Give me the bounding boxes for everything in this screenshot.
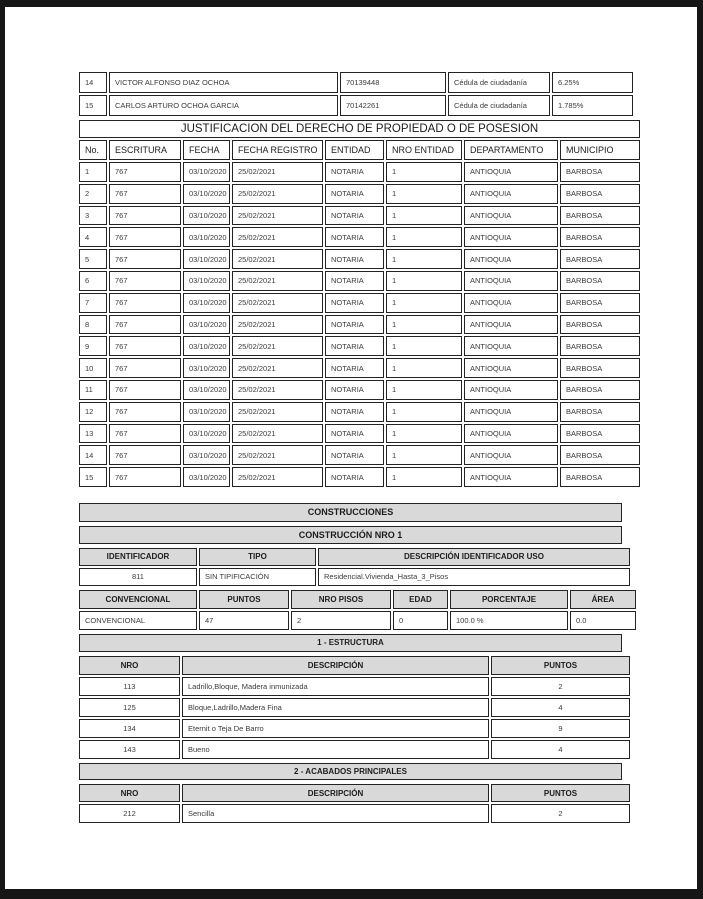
section-gap xyxy=(77,489,626,501)
cell-entidad: NOTARIA xyxy=(325,206,384,226)
cell-fecha: 03/10/2020 xyxy=(183,293,230,313)
cell-descripcion-uso: Residencial.Vivienda_Hasta_3_Pisos xyxy=(318,568,630,586)
cell-no: 9 xyxy=(79,336,107,356)
cell-no: 15 xyxy=(79,95,107,116)
cell-entidad: NOTARIA xyxy=(325,424,384,444)
cell-entidad: NOTARIA xyxy=(325,380,384,400)
cell-fecha: 03/10/2020 xyxy=(183,271,230,291)
table-row xyxy=(79,445,640,465)
cell-1: Bueno xyxy=(182,740,489,759)
column-header-no: No. xyxy=(79,140,107,160)
cell-municipio: BARBOSA xyxy=(560,467,640,487)
convencional-header-row xyxy=(79,590,636,609)
cell-municipio: BARBOSA xyxy=(560,380,640,400)
column-header-entidad: ENTIDAD xyxy=(325,140,384,160)
column-header-edad: EDAD xyxy=(393,590,448,609)
cell-departamento: ANTIOQUIA xyxy=(464,249,558,269)
cell-no: 14 xyxy=(79,445,107,465)
cell-1: Eternit o Teja De Barro xyxy=(182,719,489,738)
justification-table xyxy=(77,118,642,489)
cell-no: 3 xyxy=(79,206,107,226)
cell-fecha: 03/10/2020 xyxy=(183,249,230,269)
document-content xyxy=(77,70,626,825)
cell-1: Bloque,Ladrillo,Madera Fina xyxy=(182,698,489,717)
table-row xyxy=(79,293,640,313)
cell-municipio: BARBOSA xyxy=(560,206,640,226)
justification-title: JUSTIFICACION DEL DERECHO DE PROPIEDAD O DE POSESION xyxy=(79,120,640,138)
acabados-header-row xyxy=(79,784,630,803)
construccion-nro-table xyxy=(77,524,624,546)
column-header-descripcion: DESCRIPCIÓN xyxy=(182,784,489,803)
cell-municipio: BARBOSA xyxy=(560,227,640,247)
cell-escritura: 767 xyxy=(109,293,181,313)
cell-no: 11 xyxy=(79,380,107,400)
cell-escritura: 767 xyxy=(109,336,181,356)
cell-2: 2 xyxy=(491,677,630,696)
cell-nro_entidad: 1 xyxy=(386,445,462,465)
cell-nro_entidad: 1 xyxy=(386,358,462,378)
cell-escritura: 767 xyxy=(109,402,181,422)
cell-municipio: BARBOSA xyxy=(560,271,640,291)
cell-fecha: 03/10/2020 xyxy=(183,184,230,204)
table-row xyxy=(79,740,630,759)
acabados-table xyxy=(77,782,632,825)
cell-nro_entidad: 1 xyxy=(386,336,462,356)
estructura-table xyxy=(77,654,632,761)
cell-entidad: NOTARIA xyxy=(325,445,384,465)
cell-fecha_registro: 25/02/2021 xyxy=(232,227,323,247)
table-row xyxy=(79,72,633,93)
cell-no: 14 xyxy=(79,72,107,93)
cell-fecha_registro: 25/02/2021 xyxy=(232,206,323,226)
cell-departamento: ANTIOQUIA xyxy=(464,424,558,444)
column-header-nro-pisos: NRO PISOS xyxy=(291,590,391,609)
cell-municipio: BARBOSA xyxy=(560,184,640,204)
table-row xyxy=(79,249,640,269)
cell-municipio: BARBOSA xyxy=(560,358,640,378)
cell-nro_entidad: 1 xyxy=(386,184,462,204)
cell-nro-pisos: 2 xyxy=(291,611,391,630)
cell-departamento: ANTIOQUIA xyxy=(464,380,558,400)
cell-1: Ladrillo,Bloque, Madera inmunizada xyxy=(182,677,489,696)
identificador-header-row xyxy=(79,548,630,566)
cell-entidad: NOTARIA xyxy=(325,249,384,269)
estructura-title-table xyxy=(77,632,624,654)
cell-no: 13 xyxy=(79,424,107,444)
owners-table-fragment xyxy=(77,70,635,118)
cell-fecha_registro: 25/02/2021 xyxy=(232,162,323,182)
cell-fecha_registro: 25/02/2021 xyxy=(232,402,323,422)
cell-2: 4 xyxy=(491,740,630,759)
cell-name: CARLOS ARTURO OCHOA GARCIA xyxy=(109,95,338,116)
cell-document: 70139448 xyxy=(340,72,446,93)
cell-departamento: ANTIOQUIA xyxy=(464,402,558,422)
table-row xyxy=(79,424,640,444)
cell-nro_entidad: 1 xyxy=(386,402,462,422)
cell-no: 5 xyxy=(79,249,107,269)
cell-fecha: 03/10/2020 xyxy=(183,424,230,444)
cell-municipio: BARBOSA xyxy=(560,162,640,182)
cell-tipo: SIN TIPIFICACIÓN xyxy=(199,568,316,586)
table-row xyxy=(79,719,630,738)
cell-fecha: 03/10/2020 xyxy=(183,402,230,422)
cell-entidad: NOTARIA xyxy=(325,184,384,204)
column-header-escritura: ESCRITURA xyxy=(109,140,181,160)
cell-nro_entidad: 1 xyxy=(386,424,462,444)
cell-nro_entidad: 1 xyxy=(386,271,462,291)
cell-departamento: ANTIOQUIA xyxy=(464,206,558,226)
cell-escritura: 767 xyxy=(109,467,181,487)
cell-0: 125 xyxy=(79,698,180,717)
construcciones-title-table xyxy=(77,501,624,524)
cell-departamento: ANTIOQUIA xyxy=(464,184,558,204)
column-header-fecha: FECHA xyxy=(183,140,230,160)
cell-percentage: 1.785% xyxy=(552,95,633,116)
column-header-porcentaje: PORCENTAJE xyxy=(450,590,568,609)
cell-no: 10 xyxy=(79,358,107,378)
cell-departamento: ANTIOQUIA xyxy=(464,271,558,291)
construccion-nro-title: CONSTRUCCIÓN NRO 1 xyxy=(79,526,622,544)
cell-entidad: NOTARIA xyxy=(325,336,384,356)
cell-fecha: 03/10/2020 xyxy=(183,358,230,378)
column-header-puntos: PUNTOS xyxy=(199,590,289,609)
cell-entidad: NOTARIA xyxy=(325,402,384,422)
cell-fecha: 03/10/2020 xyxy=(183,206,230,226)
cell-fecha_registro: 25/02/2021 xyxy=(232,293,323,313)
cell-escritura: 767 xyxy=(109,315,181,335)
cell-escritura: 767 xyxy=(109,249,181,269)
estructura-rows xyxy=(79,677,630,759)
justification-header-row xyxy=(79,140,640,160)
cell-fecha_registro: 25/02/2021 xyxy=(232,184,323,204)
column-header-area: ÁREA xyxy=(570,590,636,609)
cell-doc_type: Cédula de ciudadanía xyxy=(448,72,550,93)
cell-municipio: BARBOSA xyxy=(560,249,640,269)
identificador-table xyxy=(77,546,632,588)
cell-fecha_registro: 25/02/2021 xyxy=(232,358,323,378)
cell-entidad: NOTARIA xyxy=(325,315,384,335)
cell-0: 134 xyxy=(79,719,180,738)
estructura-header-row xyxy=(79,656,630,675)
cell-nro_entidad: 1 xyxy=(386,227,462,247)
cell-no: 1 xyxy=(79,162,107,182)
table-row xyxy=(79,184,640,204)
table-row xyxy=(79,804,630,823)
table-row xyxy=(79,698,630,717)
column-header-fecha-registro: FECHA REGISTRO xyxy=(232,140,323,160)
cell-entidad: NOTARIA xyxy=(325,227,384,247)
cell-nro_entidad: 1 xyxy=(386,206,462,226)
cell-fecha: 03/10/2020 xyxy=(183,380,230,400)
cell-no: 7 xyxy=(79,293,107,313)
column-header-descripcion-uso: DESCRIPCIÓN IDENTIFICADOR USO xyxy=(318,548,630,566)
cell-puntos: 47 xyxy=(199,611,289,630)
cell-fecha: 03/10/2020 xyxy=(183,162,230,182)
cell-doc_type: Cédula de ciudadanía xyxy=(448,95,550,116)
cell-document: 70142261 xyxy=(340,95,446,116)
cell-escritura: 767 xyxy=(109,227,181,247)
table-row xyxy=(79,358,640,378)
cell-fecha_registro: 25/02/2021 xyxy=(232,467,323,487)
acabados-title-table xyxy=(77,761,624,782)
cell-fecha: 03/10/2020 xyxy=(183,467,230,487)
cell-fecha: 03/10/2020 xyxy=(183,445,230,465)
acabados-rows xyxy=(79,804,630,823)
table-row xyxy=(79,380,640,400)
column-header-nro: NRO xyxy=(79,656,180,675)
cell-convencional: CONVENCIONAL xyxy=(79,611,197,630)
cell-2: 2 xyxy=(491,804,630,823)
column-header-puntos: PUNTOS xyxy=(491,784,630,803)
cell-departamento: ANTIOQUIA xyxy=(464,467,558,487)
cell-departamento: ANTIOQUIA xyxy=(464,162,558,182)
table-row xyxy=(79,162,640,182)
cell-entidad: NOTARIA xyxy=(325,162,384,182)
cell-2: 4 xyxy=(491,698,630,717)
table-row xyxy=(79,206,640,226)
table-row xyxy=(79,315,640,335)
cell-no: 4 xyxy=(79,227,107,247)
convencional-value-row xyxy=(79,611,636,630)
cell-no: 6 xyxy=(79,271,107,291)
cell-0: 113 xyxy=(79,677,180,696)
cell-escritura: 767 xyxy=(109,206,181,226)
column-header-identificador: IDENTIFICADOR xyxy=(79,548,197,566)
cell-departamento: ANTIOQUIA xyxy=(464,293,558,313)
cell-departamento: ANTIOQUIA xyxy=(464,358,558,378)
column-header-departamento: DEPARTAMENTO xyxy=(464,140,558,160)
cell-municipio: BARBOSA xyxy=(560,336,640,356)
cell-entidad: NOTARIA xyxy=(325,293,384,313)
column-header-nro: NRO xyxy=(79,784,180,803)
cell-nro_entidad: 1 xyxy=(386,293,462,313)
column-header-descripcion: DESCRIPCIÓN xyxy=(182,656,489,675)
column-header-nro-entidad: NRO ENTIDAD xyxy=(386,140,462,160)
justification-title-row xyxy=(79,120,640,138)
cell-fecha_registro: 25/02/2021 xyxy=(232,380,323,400)
cell-departamento: ANTIOQUIA xyxy=(464,315,558,335)
cell-fecha_registro: 25/02/2021 xyxy=(232,445,323,465)
column-header-puntos: PUNTOS xyxy=(491,656,630,675)
cell-2: 9 xyxy=(491,719,630,738)
owners-rows xyxy=(79,72,633,116)
cell-escritura: 767 xyxy=(109,445,181,465)
cell-nro_entidad: 1 xyxy=(386,249,462,269)
construcciones-title: CONSTRUCCIONES xyxy=(79,503,622,522)
cell-no: 8 xyxy=(79,315,107,335)
cell-entidad: NOTARIA xyxy=(325,271,384,291)
cell-escritura: 767 xyxy=(109,358,181,378)
cell-1: Sencilla xyxy=(182,804,489,823)
cell-no: 12 xyxy=(79,402,107,422)
column-header-tipo: TIPO xyxy=(199,548,316,566)
cell-escritura: 767 xyxy=(109,271,181,291)
cell-identificador: 811 xyxy=(79,568,197,586)
cell-fecha_registro: 25/02/2021 xyxy=(232,271,323,291)
table-row xyxy=(79,402,640,422)
cell-no: 2 xyxy=(79,184,107,204)
cell-departamento: ANTIOQUIA xyxy=(464,336,558,356)
cell-municipio: BARBOSA xyxy=(560,424,640,444)
cell-fecha: 03/10/2020 xyxy=(183,336,230,356)
cell-escritura: 767 xyxy=(109,380,181,400)
acabados-title: 2 - ACABADOS PRINCIPALES xyxy=(79,763,622,780)
table-row xyxy=(79,95,633,116)
table-row xyxy=(79,271,640,291)
document-page xyxy=(5,7,697,889)
cell-municipio: BARBOSA xyxy=(560,315,640,335)
cell-entidad: NOTARIA xyxy=(325,358,384,378)
cell-escritura: 767 xyxy=(109,184,181,204)
cell-escritura: 767 xyxy=(109,162,181,182)
table-row xyxy=(79,467,640,487)
cell-area: 0.0 xyxy=(570,611,636,630)
cell-municipio: BARBOSA xyxy=(560,293,640,313)
cell-municipio: BARBOSA xyxy=(560,445,640,465)
cell-name: VICTOR ALFONSO DIAZ OCHOA xyxy=(109,72,338,93)
cell-fecha: 03/10/2020 xyxy=(183,315,230,335)
cell-departamento: ANTIOQUIA xyxy=(464,227,558,247)
cell-percentage: 6.25% xyxy=(552,72,633,93)
table-row xyxy=(79,227,640,247)
column-header-municipio: MUNICIPIO xyxy=(560,140,640,160)
cell-nro_entidad: 1 xyxy=(386,380,462,400)
cell-0: 212 xyxy=(79,804,180,823)
estructura-title: 1 - ESTRUCTURA xyxy=(79,634,622,652)
table-row xyxy=(79,336,640,356)
cell-0: 143 xyxy=(79,740,180,759)
cell-nro_entidad: 1 xyxy=(386,315,462,335)
cell-porcentaje: 100.0 % xyxy=(450,611,568,630)
cell-fecha: 03/10/2020 xyxy=(183,227,230,247)
cell-municipio: BARBOSA xyxy=(560,402,640,422)
cell-entidad: NOTARIA xyxy=(325,467,384,487)
cell-edad: 0 xyxy=(393,611,448,630)
convencional-table xyxy=(77,588,638,632)
cell-escritura: 767 xyxy=(109,424,181,444)
cell-fecha_registro: 25/02/2021 xyxy=(232,424,323,444)
cell-nro_entidad: 1 xyxy=(386,467,462,487)
cell-nro_entidad: 1 xyxy=(386,162,462,182)
identificador-value-row xyxy=(79,568,630,586)
column-header-convencional: CONVENCIONAL xyxy=(79,590,197,609)
cell-fecha_registro: 25/02/2021 xyxy=(232,315,323,335)
cell-no: 15 xyxy=(79,467,107,487)
table-row xyxy=(79,677,630,696)
cell-departamento: ANTIOQUIA xyxy=(464,445,558,465)
cell-fecha_registro: 25/02/2021 xyxy=(232,249,323,269)
cell-fecha_registro: 25/02/2021 xyxy=(232,336,323,356)
justification-rows xyxy=(79,162,640,487)
